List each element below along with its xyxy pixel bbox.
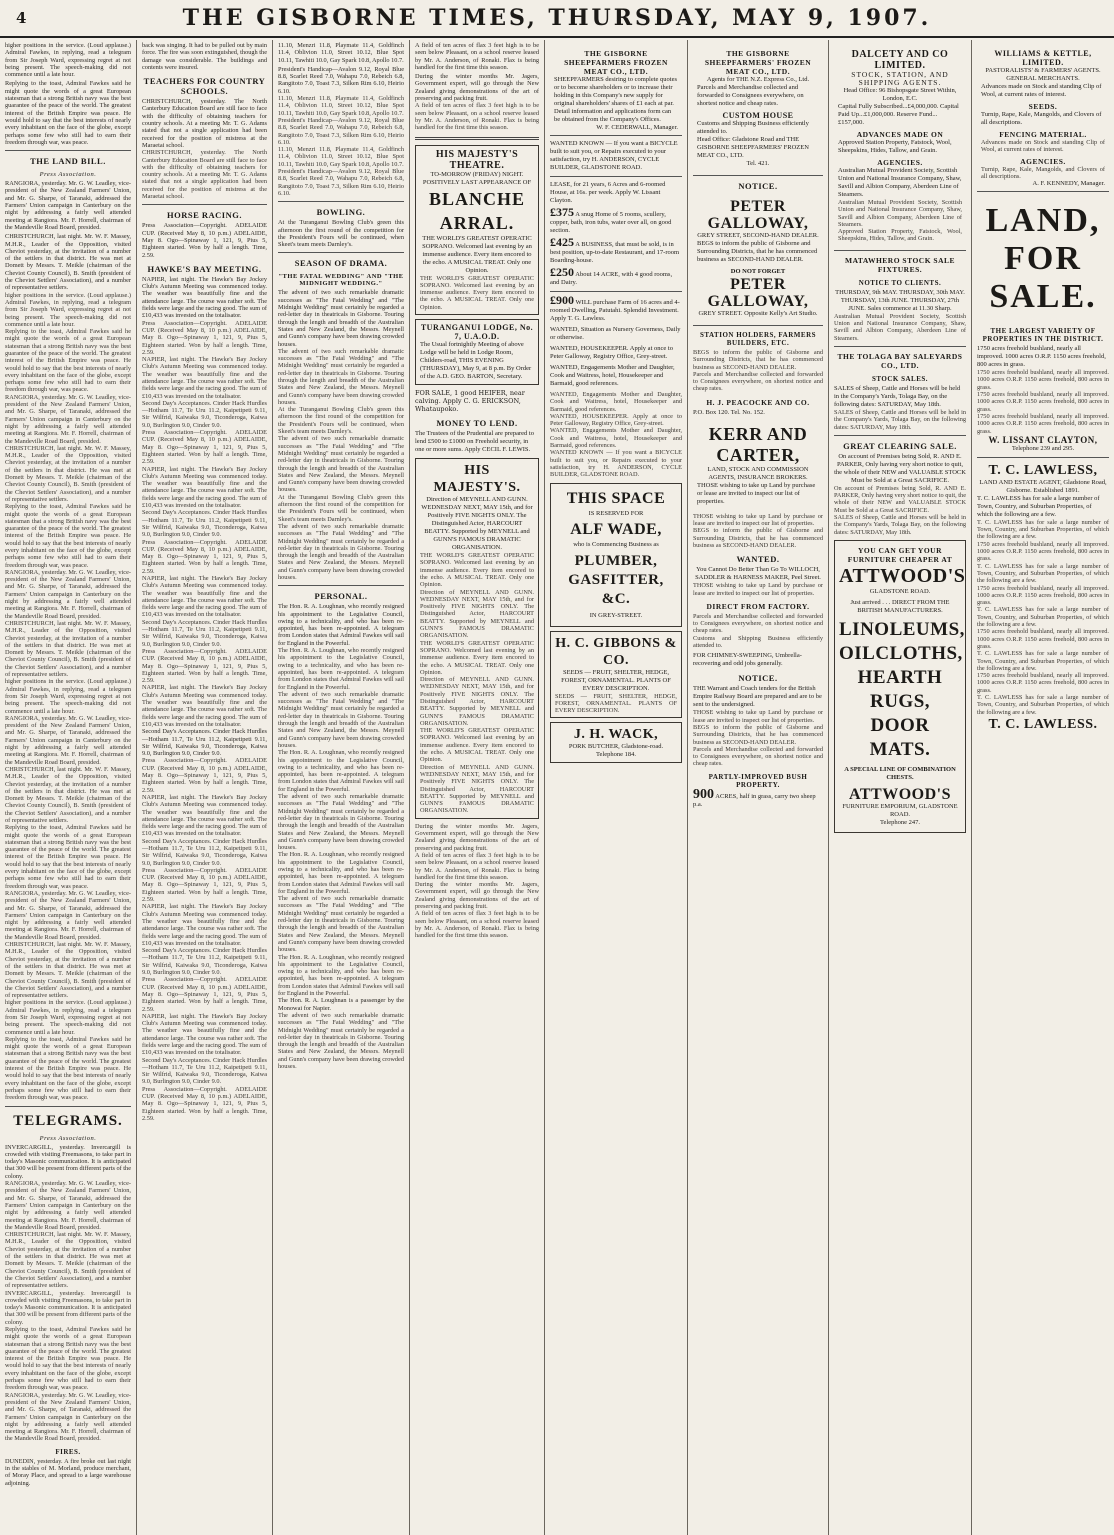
article-paragraph: CHRISTCHURCH, last night. Mr. W. F. Massey, M.H.R., Leader of the Opposition, visited Cheviot yesterday, at the invitation of a number of the settlers in that district. He was met at Domett by Messrs. T. Meikle (chairman of the Cheviot County Council), B. Smith (president of the Cheviot Settlers' Association), and a number of representative settlers. bbox=[5, 444, 131, 503]
agent-name: T. C. LAWLESS, bbox=[988, 462, 1098, 478]
ad-subtitle: LAND, STOCK AND COMMISSION AGENTS, INSURANCE BROKERS. bbox=[707, 465, 809, 481]
classified-ad: Customs and Shipping Business efficiently attended to. bbox=[693, 634, 823, 650]
article-paragraph: CHRISTCHURCH, last night. Mr. W. F. Massey, M.H.R., Leader of the Opposition, visited Cheviot yesterday, at the invitation of a number of the settlers in that district. He was met at Domett by Messrs. T. Meikle (chairman of the Cheviot County Council), B. Smith (president of the Cheviot Settlers' Association), and a number of representative settlers. bbox=[5, 233, 131, 292]
sale-fixtures: THURSDAY, 9th MAY. THURSDAY, 30th MAY. THURSDAY, 13th JUNE. THURSDAY, 27th JUNE. Sales commence at 11.30 Sharp. bbox=[835, 288, 965, 312]
column-5 bbox=[545, 40, 688, 1535]
dalcety-ad bbox=[834, 46, 966, 246]
article-paragraph: Replying to the toast, Admiral Fawkes said he might quote the words of a great European statesman that a strong British navy was the best guarantee of the peace of the world. The greatest interest of the British Empire was peace. He would hold to say that the best interests of nearly every inhabitant on the face of the globe, except perhaps some few who still had to earn their freedom through war, was peace. bbox=[5, 328, 131, 394]
property-list: 1750 acres freehold bushland, nearly all improved. 1000 acres O.R.P. 1150 acres freehold, 800 acres in grass. bbox=[977, 369, 1109, 391]
ad-subtitle: PORK BUTCHER, Gladstone-road. Telephone 184. bbox=[568, 743, 664, 759]
article-paragraph: CHRISTCHURCH, yesterday. The North Canterbury Education Board are still face to face with the difficulty of obtaining teachers for country schools. At a meeting Mr. T. G. Adams stated that not a single application had been received for the position of mistress at the Maraetai school. bbox=[142, 149, 267, 201]
ad-text: BEGS to inform the public of Gisborne and Surrounding Districts, that he has commenced business as SECOND-HAND DEALER. bbox=[697, 240, 818, 263]
classified-ad: THE Warrant and Coach tenders for the British Empire Railway Board are prepared and are to be sent to the undersigned. bbox=[693, 685, 822, 709]
ad-title: J. H. WACK, bbox=[573, 727, 659, 743]
agent-name: W. LISSANT CLAYTON, bbox=[988, 434, 1098, 445]
ad-location: GLADSTONE ROAD. bbox=[869, 587, 931, 595]
property-list: T. C. LAWLESS has for sale a large number of Town, Country, and Suburban Properties, of which the following are a few. bbox=[977, 693, 1109, 716]
lodge-notice bbox=[415, 319, 539, 385]
article-paragraph: DUNEDIN, yesterday. A fire broke out last night in the stables of M. Morland, produce merchant, of Moray Place, and spread to a large warehouse adjoining. bbox=[5, 1457, 131, 1487]
article-paragraph: The Hon. R. A. Loughnan, who recently resigned his appointment to the Legislative Council, owing to a technicality, and who has been re-appointed, has been re-appointed. A telegram from London states that Admiral Fawkes will sail for England in the Powerful. bbox=[278, 749, 404, 793]
ad-title: PETER GALLOWAY, bbox=[707, 198, 809, 232]
express-ad bbox=[693, 46, 823, 171]
galloway-ad bbox=[693, 195, 823, 321]
classified-ad: WANTED, HOUSEKEEPER. Apply at once to Peter Galloway, Registry Office, Grey-street. bbox=[550, 345, 673, 360]
classified-ad: BEGS to inform the public of Gisborne and Surrounding Districts, that he has commenced business as SECOND-HAND DEALER. bbox=[693, 527, 823, 549]
ad-title: DALCETY AND CO LIMITED. bbox=[851, 49, 949, 71]
gibbons-ad bbox=[550, 631, 682, 719]
classified-ad: SALES of Sheep, Cattle and Horses will be held in the Company's Yards, Tolaga Bay, on the following dates: SATURDAY, May 18th. bbox=[834, 384, 961, 408]
ad-phone: Telephone 247. bbox=[880, 818, 920, 826]
section-heading: DIRECT FROM FACTORY. bbox=[706, 601, 810, 611]
classified-ad: BEGS to inform the public of Gisborne and Surrounding Districts, that he has commenced business as SECOND-HAND DEALER. bbox=[693, 723, 823, 746]
property-list: 1750 acres freehold bushland, nearly all improved. 1000 acres O.R.P. 1150 acres freehold, 800 acres in grass. bbox=[977, 540, 1109, 563]
column-8 bbox=[972, 40, 1114, 1535]
ad-text: A SPECIAL LINE OF COMBINATION CHESTS. bbox=[844, 765, 956, 781]
ad-title: TURANGANUI LODGE, No. 7, U.A.O.D. bbox=[420, 323, 534, 342]
classified-ad: FOR SALE, 1 good HEIFER, near calving. Apply C. G. ERICKSON, Whataupoko. bbox=[415, 389, 525, 414]
classified-ad: WANTED KNOWN — If you want a BICYCLE built to suit you, or Repairs executed to your satisfaction, try H. ANDERSON, CYCLE BUILDER, GLADSTONE ROAD. bbox=[550, 140, 678, 171]
williams-kettle-ad bbox=[977, 46, 1109, 192]
article-paragraph: A field of ten acres of flax 3 feet high is to be seen below Pleasant, on a school reserve leased by Mr. A. Anderson, of Ronaki. Flax is being handled for the first time this season. bbox=[415, 102, 539, 132]
classified-ad: On account of Premises being Sold, R. AND E. PARKER, Only having very short notice to quit, the whole of their NEW and VALUABLE STOCK Must be Sold at a Great SACRIFICE. bbox=[834, 452, 966, 484]
article-paragraph: At the Turanganui Bowling Club's green this afternoon the first round of the competition for the President's Fours will be continued, when Skeet's team meets Darnley's. bbox=[278, 219, 404, 249]
article-paragraph: Second Day's Acceptances. Cinder Hack Hurdles—Hotham 11.7, Te Uru 11.2, Kaipetipeti 9.11, Sir Wilfrid, Kaiwaka 9.0, Ticonderoga, Kaiwa 9.0, Burlington 9.0, Cinder 9.0. bbox=[142, 1056, 267, 1086]
classified-ad: £250 About 14 ACRE, with 4 good rooms, and Dairy. bbox=[550, 265, 673, 286]
section-heading: BOWLING. bbox=[316, 207, 366, 218]
section-heading: THE LARGEST VARIETY OF PROPERTIES IN THE DISTRICT. bbox=[982, 327, 1104, 344]
article-paragraph: The advent of two such remarkable dramatic successes as "The Fatal Wedding" and "The Midnight Wedding" must certainly be regarded a red-letter day in theatricals in Gisborne. Touring through the length and breadth of the Australian States and New Zealand, the Messrs. Meynell and Gunn's company have been drawing crowded houses. bbox=[278, 793, 404, 852]
ad-text: Direction of MEYNELL AND GUNN. WEDNESDAY NEXT, MAY 15th, and for Positively FIVE NIGHTS ONLY. The Distinguished Actor, HARCOURT BEATTY. Supported by MEYNELL and GUNN'S FAMOUS DRAMATIC ORGANISATION. bbox=[420, 676, 534, 727]
ad-phone: Tel. 421. bbox=[746, 160, 770, 167]
property-list: T. C. LAWLESS has for sale a large number of Town, Country, and Suburban Properties, of which the following are a few. bbox=[977, 606, 1109, 629]
ad-text: Just arrived . . . DIRECT FROM THE BRITISH MANUFACTURERS. bbox=[850, 598, 950, 614]
section-heading: PARTLY-IMPROVED BUSH PROPERTY. bbox=[708, 772, 808, 789]
alf-wade-ad bbox=[550, 483, 682, 627]
ad-text: Parcels and Merchandise collected and forwarded to Consignees everywhere, on shortest notice and cheap rates. bbox=[697, 84, 804, 107]
property-list: T. C. LAWLESS has for sale a large number of Town, Country, and Suburban Properties, of which the following are a few. bbox=[977, 518, 1109, 541]
ad-text: The Usual fortnightly Meeting of above Lodge will be held in Lodge Room, Childers-road, THIS EVENING (THURSDAY), May 9, at 8 p.m. By Order of the A.D. GEO. BARTON, Secretary. bbox=[420, 341, 532, 381]
section-heading: NOTICE. bbox=[738, 673, 778, 684]
ad-title: CUSTOM HOUSE bbox=[722, 111, 794, 120]
land-for-sale-ad bbox=[977, 196, 1109, 322]
article-paragraph: Press Association—Copyright. ADELAIDE CUP. (Received May 8, 10 p.m.) ADELAIDE, May 8. Ogo—Spinaway 1, 121, 9, Pius 5, Eighteen started. Won by half a length. Time, 2.59. bbox=[142, 429, 267, 466]
classified-ad: Australian Mutual Provident Society, Scottish Union and National Insurance Company, Shaw, Savill and Albion Company, Aberdeen Line of Steamers. bbox=[834, 312, 966, 342]
ad-subtitle: who is Commencing Business as bbox=[573, 540, 659, 548]
article-paragraph: A field of ten acres of flax 3 feet high is to be seen below Pleasant, on a school reserve leased by Mr. A. Anderson, of Ronaki. Flax is being handled for the first time this season. bbox=[415, 42, 539, 71]
column-1 bbox=[0, 40, 137, 1535]
article-paragraph: CHRISTCHURCH, yesterday. The North Canterbury Education Board are still face to face with the difficulty of obtaining teachers for country schools. At a meeting Mr. T. G. Adams stated that not a single application had been received for the position of mistress at the Maraetai school. bbox=[142, 98, 267, 149]
classified-ad: THOSE wishing to take up Land by purchase or lease are invited to inspect our list of properties. bbox=[693, 582, 823, 597]
ad-text: Advances made on Stock and standing Clip of Wool, at current rates of interest. bbox=[981, 83, 1102, 98]
ad-text: Direction of MEYNELL AND GUNN. WEDNESDAY NEXT, MAY 15th, and for Positively FIVE NIGHTS ONLY. The Distinguished Actor, HARCOURT BEATTY. Supported by MEYNELL and GUNN'S FAMOUS DRAMATIC ORGANISATION. bbox=[420, 763, 534, 815]
classified-ad: Parcels and Merchandise collected and forwarded to Consignees everywhere, on shortest notice and cheap rates. bbox=[693, 370, 823, 393]
ad-text: Approved Station Property, Fatstock, Wool, Sheepskins, Hides, Tallow, and Grain. bbox=[838, 228, 962, 243]
article-paragraph: RANGIORA, yesterday. Mr. G. W. Leadley, vice-president of the New Zealand Farmers' Union, and Mr. G. Sharpe, of Taranaki, addressed the Farmers' Union campaign in Canterbury on the night by addressing a fairly well attended meeting at Rangiora. Mr. F. Horrell, chairman of the Mandeville Road Board, presided. bbox=[5, 889, 131, 941]
product-oilcloths: OILCLOTHS, bbox=[839, 642, 963, 664]
article-paragraph: Replying to the toast, Admiral Fawkes said he might quote the words of a great European statesman that a strong British navy was the best guarantee of the peace of the world. The greatest interest of the British Empire was peace. He would hold to say that the best interests of nearly every inhabitant on the face of the globe, except perhaps some few who still had to earn their freedom through war, was peace. bbox=[5, 1325, 131, 1392]
product-hearth-rugs: HEARTH RUGS, bbox=[857, 666, 943, 712]
classified-ad: £375 A snug Home of 5 rooms, scullery, copper, bath, iron tubs, water over all, on good section. bbox=[550, 205, 672, 234]
ad-subtitle: STOCK, STATION, AND SHIPPING AGENTS. bbox=[851, 70, 949, 87]
article-paragraph: During the winter months Mr. Jagers, Government expert, will go through the New Zealand giving demonstrations of the art of preserving and packing fruit. bbox=[415, 881, 539, 910]
classified-ad: Parcels and Merchandise collected and forwarded to Consignees everywhere, on shortest notice and cheap rates. bbox=[693, 745, 823, 768]
ad-subtitle: Agents for THE N.Z. Express Co., Ltd. bbox=[706, 76, 810, 83]
section-heading: GREAT CLEARING SALE. bbox=[843, 440, 957, 451]
ad-title-land: LAND, bbox=[985, 202, 1101, 240]
ad-text: Australian Mutual Provident Society, Scottish Union and National Insurance Company, Shaw, Savill and Albion Company, Aberdeen Line of Steamers. bbox=[838, 167, 962, 198]
article-paragraph: Replying to the toast, Admiral Fawkes said he might quote the words of a great European statesman that a strong British navy was the best guarantee of the peace of the world. The greatest interest of the British Empire was peace. He would hold to say that the best interests of nearly every inhabitant on the face of the globe, except perhaps some few who still had to earn their freedom through war, was peace. bbox=[5, 503, 131, 569]
ad-title: H. C. GIBBONS & CO. bbox=[555, 635, 677, 668]
article-paragraph: Replying to the toast, Admiral Fawkes said he might quote the words of a great European statesman that a strong British navy was the best guarantee of the peace of the world. The greatest interest of the British Empire was peace. He would hold to say that the best interests of nearly every inhabitant on the face of the globe, except perhaps some few who still had to earn their freedom through war, was peace. bbox=[5, 80, 131, 146]
ad-subtitle: TO-MORROW (FRIDAY) NIGHT. POSITIVELY LAST APPEARANCE OF bbox=[422, 170, 532, 186]
section-subheading: Press Association. bbox=[39, 171, 97, 179]
ad-text: Customs and Shipping Business efficiently attended to. bbox=[697, 120, 809, 135]
property-list: 1750 acres freehold bushland, nearly all improved. 1000 acres O.R.P. 1150 acres freehold, 800 acres in grass. bbox=[977, 391, 1109, 413]
ad-text: Advances made on Stock and standing Clip of Wool, at current rates of interest. bbox=[981, 139, 1105, 154]
section-heading: MATAWHERO STOCK SALE FIXTURES. bbox=[844, 255, 956, 274]
article-paragraph: Second Day's Acceptances. Cinder Hack Hurdles—Hotham 11.7, Te Uru 11.2, Kaipetipeti 9.11, Sir Wilfrid, Kaiwaka 9.0, Ticonderoga, Kaiwa 9.0, Burlington 9.0, Cinder 9.0. bbox=[142, 399, 267, 429]
classified-ad: WANTED KNOWN — If you want a BICYCLE built to suit you, or Repairs executed to your satisfaction, try H. ANDERSON, CYCLE BUILDER, GLADSTONE ROAD. bbox=[550, 449, 682, 479]
product-door-mats: DOOR MATS. bbox=[869, 714, 931, 760]
article-paragraph: back was singing. It had to be pulled out by main force. The fire was soon extinguished, though the damage was considerable. The buildings and contents were insured. bbox=[142, 42, 267, 71]
section-heading: FIRES. bbox=[55, 1447, 81, 1456]
property-list: 1750 acres freehold bushland, nearly all improved. 1000 acres O.R.P. 1150 acres freehold, 800 acres in grass. bbox=[977, 584, 1109, 607]
article-paragraph: The Hon. R. A. Loughnan, who recently resigned his appointment to the Legislative Council, owing to a technicality, and who has been re-appointed, has been re-appointed. A telegram from London states that Admiral Fawkes will sail for England in the Powerful. bbox=[278, 851, 404, 895]
telegrams-heading: TELEGRAMS. bbox=[13, 1112, 123, 1129]
property-list: 1750 acres freehold bushland, nearly all improved. 1000 acres O.R.P. 1150 acres freehold, 800 acres in grass. bbox=[977, 345, 1106, 369]
ad-title: THIS SPACE bbox=[566, 489, 666, 507]
article-paragraph: CHRISTCHURCH, last night. Mr. W. F. Massey, M.H.R., Leader of the Opposition, visited Cheviot yesterday, at the invitation of a number of the settlers in that district. He was met at Domett by Messrs. T. Meikle (chairman of the Cheviot County Council), B. Smith (president of the Cheviot Settlers' Association), and a number of representative settlers. bbox=[5, 1231, 131, 1290]
property-list: 1750 acres freehold bushland, nearly all improved. 1000 acres O.R.P. 1150 acres freehold, 800 acres in grass. bbox=[977, 628, 1109, 650]
ad-text: Head Office: Gladstone Road and THE GISBORNE SHEEPFARMERS' FROZEN MEAT CO., LTD. bbox=[697, 136, 809, 159]
ad-title: SEEDS. bbox=[1028, 102, 1058, 111]
ad-text: Direction of MEYNELL AND GUNN. WEDNESDAY NEXT, MAY 15th, and for Positively FIVE NIGHTS ONLY. The Distinguished Actor, HARCOURT BEATTY. Supported by MEYNELL and GUNN'S FAMOUS DRAMATIC ORGANISATION. bbox=[420, 588, 534, 640]
column-4 bbox=[410, 40, 545, 1535]
article-paragraph: President's Handicap—Avalon 9.12, Royal Blue 8.8, Scarlet Reed 7.0, Wahapu 7.0, Rebeich 6.8, Rangitoto 7.0, Toast 7.3, Silken Rim 6.10, Heirio 6.10. bbox=[278, 116, 404, 146]
ad-subtitle: GREY STREET. Opposite Kelly's Art Studio. bbox=[698, 310, 818, 317]
column-6 bbox=[688, 40, 829, 1535]
article-paragraph: RANGIORA, yesterday. Mr. G. W. Leadley, vice-president of the New Zealand Farmers' Union, and Mr. G. Sharpe, of Taranaki, addressed the Farmers' Union campaign in Canterbury on the night by addressing a fairly well attended meeting at Rangiora. Mr. F. Horrell, chairman of the Mandeville Road Board, presided. bbox=[5, 393, 131, 445]
article-paragraph: Press Association—Copyright. ADELAIDE CUP. (Received May 8, 10 p.m.) ADELAIDE, May 8. Ogo—Spinaway 1, 121, 9, Pius 5, Eighteen started. Won by half a length. Time, 2.59. bbox=[142, 757, 267, 794]
article-paragraph: CHRISTCHURCH, last night. Mr. W. F. Massey, M.H.R., Leader of the Opposition, visited Cheviot yesterday, at the invitation of a number of the settlers in that district. He was met at Domett by Messrs. T. Meikle (chairman of the Cheviot County Council), B. Smith (president of the Cheviot Settlers' Association), and a number of representative settlers. bbox=[5, 619, 131, 679]
ad-text: Australian Mutual Provident Society, Scottish Union and National Insurance Company, Shaw, Savill and Albion Company, Aberdeen Line of Steamers. bbox=[838, 199, 962, 228]
classified-ad: The Trustees of the Prudential are prepared to lend £500 to £1000 on Freehold security, in one or more sums. Apply CECIL F. LEWIS. bbox=[415, 430, 534, 454]
column-8-content bbox=[972, 40, 1114, 1535]
classified-ad: WANTED, Situation as Nursery Governess, Daily or otherwise. bbox=[550, 326, 681, 341]
section-heading: WANTED. bbox=[736, 554, 780, 565]
classified-ad: LEASE, for 21 years, 6 Acres and 6-roomed House, at 16s. per week. Apply W. Lissant Clayton. bbox=[550, 181, 666, 204]
ad-subtitle: YOU CAN GET YOUR FURNITURE CHEAPER AT bbox=[847, 545, 953, 564]
ad-title: THE GISBORNE SHEEPFARMERS FROZEN MEAT CO., LTD. bbox=[564, 49, 668, 76]
section-heading: STATION HOLDERS, FARMERS BUILDERS, ETC. bbox=[699, 331, 817, 347]
ad-title: ATTWOOD'S bbox=[849, 785, 951, 803]
article-paragraph: INVERCARGILL, yesterday. Invercargill is crowded with visiting Freemasons, to take part in today's Masonic communication. It is anticipated that 300 will be present from different parts of the colony. bbox=[5, 1289, 131, 1326]
article-paragraph: 11.10, Menzri 11.8, Playmate 11.4, Goldfinch 11.4, Oblivion 11.0, Street 10.12, Blue Spot 10.11, Tawhiti 10.0, Gay Spark 10.8, Apollo 10.7. bbox=[278, 95, 404, 117]
article-paragraph: NAPIER, last night. The Hawke's Bay Jockey Club's Autumn Meeting was commenced today. The weather was beautifully fine and the attendance large. The course was rather soft. The fields were large and the racing good. The sum of £10,433 was invested on the totalisator. bbox=[142, 903, 267, 947]
article-paragraph: A field of ten acres of flax 3 feet high is to be seen below Pleasant, on a school reserve leased by Mr. A. Anderson, of Ronaki. Flax is being handled for the first time this season. bbox=[415, 910, 539, 940]
article-paragraph: NAPIER, last night. The Hawke's Bay Jockey Club's Autumn Meeting was commenced today. The weather was beautifully fine and the attendance large. The course was rather soft. The fields were large and the racing good. The sum of £10,433 was invested on the totalisator. bbox=[142, 356, 267, 400]
article-paragraph: RANGIORA, yesterday. Mr. G. W. Leadley, vice-president of the New Zealand Farmers' Union, and Mr. G. Sharpe, of Taranaki, addressed the Farmers' Union campaign in Canterbury on the night by addressing a fairly well attended meeting at Rangiora. Mr. F. Horrell, chairman of the Mandeville Road Board, presided. bbox=[5, 1180, 131, 1231]
ad-subtitle: DO NOT FORGET bbox=[730, 268, 786, 275]
article-paragraph: INVERCARGILL, yesterday. Invercargill is crowded with visiting Freemasons, to take part in today's Masonic communication. It is anticipated that 300 will be present from different parts of the colony. bbox=[5, 1143, 131, 1180]
article-paragraph: The advent of two such remarkable dramatic successes as "The Fatal Wedding" and "The Midnight Wedding" must certainly be regarded a red-letter day in theatricals in Gisborne. Touring through the length and breadth of the Australian States and New Zealand, the Messrs. Meynell and Gunn's company have been drawing crowded houses. bbox=[278, 435, 404, 494]
classified-ad: WANTED, Engagements Mother and Daughter, Cook and Waitress, hotel, Housekeeper and Barmaid, good references. bbox=[550, 364, 675, 387]
ad-star-name: BLANCHE ARRAL. bbox=[428, 188, 525, 233]
article-paragraph: Second Day's Acceptances. Cinder Hack Hurdles—Hotham 11.7, Te Uru 11.2, Kaipetipeti 9.11, Sir Wilfrid, Kaiwaka 9.0, Ticonderoga, Kaiwa 9.0, Burlington 9.0, Cinder 9.0. bbox=[142, 509, 267, 539]
ad-name: ALF WADE, bbox=[570, 520, 662, 538]
section-heading: NOTICE. bbox=[738, 181, 778, 191]
ad-text: Turnip, Rape, Kale, Mangolds, and Clovers of all descriptions. bbox=[981, 165, 1105, 180]
article-paragraph: NAPIER, last night. The Hawke's Bay Jockey Club's Autumn Meeting was commenced today. The weather was beautifully fine and the attendance large. The course was rather soft. The fields were large and the racing good. The sum of £10,433 was invested on the totalisator. bbox=[142, 465, 267, 510]
section-heading: MONEY TO LEND. bbox=[436, 418, 518, 429]
article-paragraph: RANGIORA, yesterday. Mr. G. W. Leadley, vice-president of the New Zealand Farmers' Union, and Mr. G. Sharpe, of Taranaki, addressed the Farmers' Union campaign in Canterbury on the night by addressing a fairly well attended meeting at Rangiora. Mr. F. Horrell, chairman of the Mandeville Road Board, presided. bbox=[5, 1391, 131, 1443]
article-paragraph: RANGIORA, yesterday. Mr. G. W. Leadley, vice-president of the New Zealand Farmers' Union, and Mr. G. Sharpe, of Taranaki, addressed the Farmers' Union campaign in Canterbury on the night by addressing a fairly well attended meeting at Rangiora. Mr. F. Horrell, chairman of the Mandeville Road Board, presided. bbox=[5, 180, 131, 231]
theatre-advertisement bbox=[415, 458, 539, 819]
ad-title: FENCING MATERIAL. bbox=[999, 130, 1087, 139]
article-paragraph: Second Day's Acceptances. Cinder Hack Hurdles—Hotham 11.7, Te Uru 11.2, Kaipetipeti 9.11, Sir Wilfrid, Kaiwaka 9.0, Ticonderoga, Kaiwa 9.0, Burlington 9.0, Cinder 9.0. bbox=[142, 618, 267, 648]
classified-ad: £425 A BUSINESS, that must be sold, is in best position, up-to-date Restaurant, and 17-room Boarding-house. bbox=[550, 235, 680, 264]
section-heading: THE TOLAGA BAY SALEYARDS CO., LTD. bbox=[837, 351, 963, 370]
article-paragraph: A field of ten acres of flax 3 feet high is to be seen below Pleasant, on a school reserve leased by Mr. A. Anderson, of Ronaki. Flax is being handled for the first time this season. bbox=[415, 851, 539, 881]
article-paragraph: The advent of two such remarkable dramatic successes as "The Fatal Wedding" and "The Midnight Wedding" must certainly be regarded a red-letter day in theatricals in Gisborne. Touring through the length and breadth of the Australian States and New Zealand, the Messrs. Meynell and Gunn's company have been drawing crowded houses. bbox=[278, 522, 404, 581]
ad-title: WILLIAMS & KETTLE, LIMITED. bbox=[994, 49, 1092, 67]
article-paragraph: RANGIORA, yesterday. Mr. G. W. Leadley, vice-president of the New Zealand Farmers' Union, and Mr. G. Sharpe, of Taranaki, addressed the Farmers' Union campaign in Canterbury on the night by addressing a fairly well attended meeting at Rangiora. Mr. F. Horrell, chairman of the Mandeville Road Board, presided. bbox=[5, 714, 131, 766]
section-heading: HORSE RACING. bbox=[167, 210, 242, 221]
ad-title-for: FOR bbox=[1004, 240, 1082, 278]
section-heading: HAWKE'S BAY MEETING. bbox=[147, 263, 262, 274]
ad-phone: P.O. Box 120. Tel. No. 152. bbox=[693, 408, 765, 416]
article-paragraph: 11.10, Menzri 11.8, Playmate 11.4, Goldfinch 11.4, Oblivion 11.0, Street 10.12, Blue Spot 10.11, Tawhiti 10.0, Gay Spark 10.8, Apollo 10.7. bbox=[278, 42, 404, 64]
property-list: T. C. LAWLESS has for sale a large number of Town, Country, and Suburban Properties, of which the following are a few. bbox=[977, 562, 1109, 585]
product-linoleums: LINOLEUMS, bbox=[839, 618, 965, 640]
ad-text: SEEDS — FRUIT, SHELTER, HEDGE, FOREST, ORNAMENTAL. PLANTS OF EVERY DESCRIPTION. bbox=[555, 692, 677, 715]
article-paragraph: higher positions in the service. (Loud applause.) Admiral Fawkes, in replying, read a telegram from Sir Joseph Ward, expressing regret at not being present. The speech-making did not commence until a late hour. bbox=[5, 42, 131, 79]
ad-location: FURNITURE EMPORIUM, GLADSTONE ROAD. bbox=[842, 802, 958, 818]
newspaper-columns bbox=[0, 40, 1114, 1535]
column-7 bbox=[829, 40, 972, 1535]
classified-ad: 900 ACRES, half in grass, carry two sheep p.a. bbox=[693, 786, 816, 808]
article-paragraph: Press Association—Copyright. ADELAIDE CUP. (Received May 8, 10 p.m.) ADELAIDE, May 8. Ogo—Spinaway 1, 121, 9, Pius 5, Eighteen started. Won by half a length. Time, 2.59. bbox=[142, 319, 267, 356]
property-list: 1750 acres freehold bushland, nearly all improved. 1000 acres O.R.P. 1150 acres freehold, 800 acres in grass. bbox=[977, 672, 1109, 694]
ad-subtitle: GREY STREET, SECOND-HAND DEALER. bbox=[697, 232, 819, 239]
article-paragraph: Replying to the toast, Admiral Fawkes said he might quote the words of a great European statesman that a strong British navy was the best guarantee of the peace of the world. The greatest interest of the British Empire was peace. He would hold to say that the best interests of nearly every inhabitant on the face of the globe, except perhaps some few who still had to earn their freedom through war, was peace. bbox=[5, 824, 131, 890]
newspaper-title: THE GISBORNE TIMES, THURSDAY, MAY 9, 1907. bbox=[182, 5, 932, 31]
wack-ad bbox=[550, 722, 682, 763]
classified-ad: WANTED, Engagements Mother and Daughter, Cook and Waitress, hotel, Housekeeper and Barmaid, good references. bbox=[550, 427, 682, 450]
ad-title: HIS MAJESTY'S. bbox=[433, 463, 521, 496]
section-heading: THE LAND BILL. bbox=[30, 156, 106, 167]
article-paragraph: At the Turanganui Bowling Club's green this afternoon the first round of the competition for the President's Fours will be continued, when Skeet's team meets Darnley's. bbox=[278, 493, 404, 523]
section-subheading: NOTICE TO CLIENTS. bbox=[858, 278, 942, 287]
property-list: T. C. LAWLESS has for sale a large number of Town, Country, and Suburban Properties, of which the following are a few. bbox=[977, 650, 1109, 672]
article-paragraph: NAPIER, last night. The Hawke's Bay Jockey Club's Autumn Meeting was commenced today. The weather was beautifully fine and the attendance large. The course was rather soft. The fields were large and the racing good. The sum of £10,433 was invested on the totalisator. bbox=[142, 575, 267, 619]
classified-ad: WANTED, Engagements Mother and Daughter, Cook and Waitress, hotel, Housekeeper and Barmaid, good references. bbox=[550, 391, 682, 413]
agent-signature: T. C. LAWLESS. bbox=[988, 716, 1098, 732]
article-paragraph: President's Handicap—Avalon 9.12, Royal Blue 8.8, Scarlet Reed 7.0, Wahapu 7.0, Rebeich 6.8, Rangitoto 7.0, Toast 7.3, Silken Rim 6.10, Heirio 6.10. bbox=[278, 65, 404, 95]
article-paragraph: Press Association—Copyright. ADELAIDE CUP. (Received May 8, 10 p.m.) ADELAIDE, May 8. Ogo—Spinaway 1, 121, 9, Pius 5, Eighteen started. Won by half a length. Time, 2.59. bbox=[142, 538, 267, 575]
article-paragraph: Second Day's Acceptances. Cinder Hack Hurdles—Hotham 11.7, Te Uru 11.2, Kaipetipeti 9.11, Sir Wilfrid, Kaiwaka 9.0, Ticonderoga, Kaiwa 9.0, Burlington 9.0, Cinder 9.0. bbox=[142, 947, 267, 977]
classified-ad: SALES of Sheep, Cattle and Horses will be held in the Company's Yards, Tolaga Bay, on the following dates: SATURDAY, May 18th. bbox=[834, 408, 966, 431]
article-paragraph: higher positions in the service. (Loud applause.) Admiral Fawkes, in replying, read a telegram from Sir Joseph Ward, expressing regret at not being present. The speech-making did not commence until a late hour. bbox=[5, 291, 131, 328]
section-subheading: "THE FATAL WEDDING" AND "THE MIDNIGHT WEDDING." bbox=[278, 273, 404, 288]
ad-text: SHEEPFARMERS desiring to complete quotes or to become shareholders or to increase their holding in this Company's new supply for original shareholders' shares of £1 each at par. Detail information and applications form can be obtained from the Company's Offices. bbox=[554, 76, 678, 123]
classified-ad: SALES of Sheep, Cattle and Horses will be held in the Company's Yards, Tolaga Bay, on the following dates: SATURDAY, May 18th. bbox=[834, 514, 966, 536]
classified-ad: BEGS to inform the public of Gisborne and Surrounding Districts, that he has commenced business as SECOND-HAND DEALER. bbox=[693, 349, 823, 371]
masthead bbox=[0, 0, 1114, 38]
agent-phone: Telephone 239 and 295. bbox=[1011, 444, 1075, 452]
section-heading: TEACHERS FOR COUNTRY SCHOOLS. bbox=[143, 76, 266, 97]
article-paragraph: higher positions in the service. (Loud applause.) Admiral Fawkes, in replying, read a telegram from Sir Joseph Ward, expressing regret at not being present. The speech-making did not commence until a late hour. bbox=[5, 678, 131, 715]
article-paragraph: Second Day's Acceptances. Cinder Hack Hurdles—Hotham 11.7, Te Uru 11.2, Kaipetipeti 9.11, Sir Wilfrid, Kaiwaka 9.0, Ticonderoga, Kaiwa 9.0, Burlington 9.0, Cinder 9.0. bbox=[142, 837, 267, 867]
article-paragraph: Press Association—Copyright. ADELAIDE CUP. (Received May 8, 10 p.m.) ADELAIDE, May 8. Ogo—Spinaway 1, 121, 9, Pius 5, Eighteen started. Won by half a length. Time, 2.59. bbox=[142, 866, 267, 904]
ad-subtitle: IS RESERVED FOR bbox=[588, 509, 644, 517]
article-paragraph: The Hon. R. A. Loughnan is a passenger by the Monowai for Napier. bbox=[278, 997, 404, 1012]
classified-ad: On account of Premises being Sold, R. AND E. PARKER, Only having very short notice to quit, the whole of their NEW and VALUABLE STOCK Must be Sold at a Great SACRIFICE. bbox=[834, 484, 966, 514]
article-paragraph: During the winter months Mr. Jagers, Government expert, will go through the New Zealand giving demonstrations of the art of preserving and packing fruit. bbox=[415, 822, 539, 852]
ad-signature: A. F. KENNEDY, Manager. bbox=[1032, 180, 1105, 188]
ad-title: ATTWOOD'S bbox=[839, 564, 966, 587]
article-paragraph: The advent of two such remarkable dramatic successes as "The Fatal Wedding" and "The Midnight Wedding" must certainly be regarded a red-letter day in theatricals in Gisborne. Touring through the length and breadth of the Australian States and New Zealand, the Messrs. Meynell and Gunn's company have been drawing crowded houses. bbox=[278, 347, 404, 406]
section-subheading: STOCK SALES. bbox=[871, 374, 929, 383]
ad-subtitle: PASTORALISTS' & FARMERS' AGENTS. GENERAL MERCHANTS. bbox=[985, 67, 1101, 82]
ad-text: Turnip, Rape, Kale, Mangolds, and Clovers of all descriptions. bbox=[981, 111, 1102, 126]
ad-title: PETER GALLOWAY, bbox=[707, 276, 809, 310]
article-paragraph: NAPIER, last night. The Hawke's Bay Jockey Club's Autumn Meeting was commenced today. The weather was beautifully fine and the attendance large. The course was rather soft. The fields were large and the racing good. The sum of £10,433 was invested on the totalisator. bbox=[142, 275, 267, 320]
article-paragraph: 11.10, Menzri 11.8, Playmate 11.4, Goldfinch 11.4, Oblivion 11.0, Street 10.12, Blue Spot 10.11, Tawhiti 10.0, Gay Spark 10.8, Apollo 10.7. bbox=[278, 146, 404, 168]
ad-title: ADVANCES MADE ON bbox=[856, 130, 944, 139]
property-list: 1750 acres freehold bushland, nearly all improved. 1000 acres O.R.P. 1150 acres freehold, 800 acres in grass. bbox=[977, 412, 1109, 435]
article-paragraph: NAPIER, last night. The Hawke's Bay Jockey Club's Autumn Meeting was commenced today. The weather was beautifully fine and the attendance large. The course was rather soft. The fields were large and the racing good. The sum of £10,433 was invested on the totalisator. bbox=[142, 684, 267, 728]
article-paragraph: NAPIER, last night. The Hawke's Bay Jockey Club's Autumn Meeting was commenced today. The weather was beautifully fine and the attendance large. The course was rather soft. The fields were large and the racing good. The sum of £10,433 was invested on the totalisator. bbox=[142, 1012, 267, 1057]
kerr-carter-ad bbox=[693, 421, 823, 509]
sheepfarmers-ad bbox=[550, 46, 682, 136]
classified-ad: Parcels and Merchandise collected and forwarded to Consignees everywhere, on shortest notice and cheap rates. bbox=[693, 612, 823, 635]
section-heading: SEASON OF DRAMA. bbox=[294, 258, 388, 269]
article-paragraph: Press Association—Copyright. ADELAIDE CUP. (Received May 8, 10 p.m.) ADELAIDE, May 8. Ogo—Spinaway 1, 121, 9, Pius 5, Eighteen started. Won by half a length. Time, 2.59. bbox=[142, 222, 267, 259]
article-paragraph: Press Association—Copyright. ADELAIDE CUP. (Received May 8, 10 p.m.) ADELAIDE, May 8. Ogo—Spinaway 1, 121, 9, Pius 5, Eighteen started. Won by half a length. Time, 2.59. bbox=[142, 1085, 267, 1122]
ad-title: THE GISBORNE SHEEPFARMERS' FROZEN MEAT CO., LTD. bbox=[704, 49, 812, 76]
ad-text: Capital Fully Subscribed...£4,000,000. Capital Paid Up...£1,000,000. Reserve Fund...£157,000. bbox=[838, 103, 959, 126]
classified-ad: WANTED, HOUSEKEEPER. Apply at once to Peter Galloway, Registry Office, Grey-street. bbox=[550, 412, 682, 428]
classified-ad: You Cannot Do Better Than Go To WILLOCH, SADDLER & HARNESS MAKER, Peel Street. bbox=[695, 566, 821, 582]
article-paragraph: The advent of two such remarkable dramatic successes as "The Fatal Wedding" and "The Midnight Wedding" must certainly be regarded a red-letter day in theatricals in Gisborne. Touring through the length and breadth of the Australian States and New Zealand, the Messrs. Meynell and Gunn's company have been drawing crowded houses. bbox=[278, 289, 404, 348]
article-paragraph: The advent of two such remarkable dramatic successes as "The Fatal Wedding" and "The Midnight Wedding" must certainly be regarded a red-letter day in theatricals in Gisborne. Touring through the length and breadth of the Australian States and New Zealand, the Messrs. Meynell and Gunn's company have been drawing crowded houses. bbox=[278, 1011, 404, 1070]
article-paragraph: President's Handicap—Avalon 9.12, Royal Blue 8.8, Scarlet Reed 7.0, Wahapu 7.0, Rebeich 6.8, Rangitoto 7.0, Toast 7.3, Silken Rim 6.10, Heirio 6.10. bbox=[278, 168, 404, 197]
ad-location: IN GREY-STREET. bbox=[589, 611, 643, 619]
column-3 bbox=[273, 40, 410, 1535]
ad-title: AGENCIES. bbox=[1020, 156, 1066, 166]
article-paragraph: Replying to the toast, Admiral Fawkes said he might quote the words of a great European statesman that a strong British navy was the best guarantee of the peace of the world. The greatest interest of the British Empire was peace. He would hold to say that the best interests of nearly every inhabitant on the face of the globe, except perhaps some few who still had to earn their freedom through war, was peace. bbox=[5, 1035, 131, 1102]
ad-title: AGENCIES. bbox=[877, 158, 923, 167]
ad-text: THE WORLD'S GREATEST OPERATIC SOPRANO. Welcomed last evening by an immense audience. Every item encored to the echo. A MUSICAL TREAT. Only one Opinion. bbox=[420, 274, 534, 311]
ad-trade: PLUMBER, GASFITTER, &C. bbox=[568, 552, 664, 607]
article-paragraph: RANGIORA, yesterday. Mr. G. W. Leadley, vice-president of the New Zealand Farmers' Union, and Mr. G. Sharpe, of Taranaki, addressed the Farmers' Union campaign in Canterbury on the night by addressing a fairly well attended meeting at Rangiora. Mr. F. Horrell, chairman of the Mandeville Road Board, presided. bbox=[5, 568, 131, 620]
article-paragraph: The advent of two such remarkable dramatic successes as "The Fatal Wedding" and "The Midnight Wedding" must certainly be regarded a red-letter day in theatricals in Gisborne. Touring through the length and breadth of the Australian States and New Zealand, the Messrs. Meynell and Gunn's company have been drawing crowded houses. bbox=[278, 895, 404, 954]
section-subheading: Press Association. bbox=[39, 1134, 97, 1142]
ad-text: Direction of MEYNELL AND GUNN. WEDNESDAY NEXT, MAY 15th, and for Positively FIVE NIGHTS ONLY. The Distinguished Actor, HARCOURT BEATTY. Supported by MEYNELL and GUNN'S FAMOUS DRAMATIC ORGANISATION. bbox=[421, 496, 533, 552]
ad-text: THE WORLD'S GREATEST OPERATIC SOPRANO. Welcomed last evening by an immense audience. Every item encored to the echo. A MUSICAL TREAT. Only one Opinion. bbox=[420, 727, 534, 764]
agent-text: T. C. LAWLESS has for sale a large number of Town, Country, and Suburban Properties, of which the following are a few. bbox=[977, 494, 1100, 518]
ad-text: THOSE wishing to take up Land by purchase or lease are invited to inspect our list of properties. bbox=[697, 481, 816, 505]
ad-text: Head Office: 96 Bishopsgate Street Within, London, E.C. bbox=[843, 87, 957, 102]
article-paragraph: Press Association—Copyright. ADELAIDE CUP. (Received May 8, 10 p.m.) ADELAIDE, May 8. Ogo—Spinaway 1, 121, 9, Pius 5, Eighteen started. Won by half a length. Time, 2.59. bbox=[142, 647, 267, 685]
ad-description: THE WORLD'S GREATEST OPERATIC SOPRANO. Welcomed last evening by an immense audience. Every item encored to the echo. A MUSICAL TREAT. Only one Opinion. bbox=[422, 234, 532, 274]
classified-ad: THOSE wishing to take up Land by purchase or lease are invited to inspect our list of properties. bbox=[693, 512, 823, 528]
article-paragraph: Press Association—Copyright. ADELAIDE CUP. (Received May 8, 10 p.m.) ADELAIDE, May 8. Ogo—Spinaway 1, 121, 9, Pius 5, Eighteen started. Won by half a length. Time, 2.59. bbox=[142, 976, 267, 1013]
ad-title: HIS MAJESTY'S THEATRE. bbox=[435, 148, 519, 171]
classified-ad: £900 WILL purchase Farm of 16 acres and 4-roomed Dwelling, Patutahi. Splendid Investment. Apply T. G. Lawless. bbox=[550, 293, 680, 322]
ad-signature: W. F. CEDERWALL, Manager. bbox=[596, 124, 678, 131]
ad-text: SEEDS — FRUIT, SHELTER, HEDGE, FOREST, ORNAMENTAL. PLANTS OF EVERY DESCRIPTION. bbox=[561, 668, 671, 692]
classified-ad: THOSE wishing to take up Land by purchase or lease are invited to inspect our list of properties. bbox=[693, 709, 823, 724]
ad-text: Approved Station Property, Fatstock, Wool, Sheepskins, Hides, Tallow, and Grain. bbox=[838, 139, 952, 154]
article-paragraph: CHRISTCHURCH, last night. Mr. W. F. Massey, M.H.R., Leader of the Opposition, visited Cheviot yesterday, at the invitation of a number of the settlers in that district. He was met at Domett by Messrs. T. Meikle (chairman of the Cheviot County Council), B. Smith (president of the Cheviot Settlers' Association), and a number of representative settlers. bbox=[5, 941, 131, 1000]
ad-title-sale: SALE. bbox=[989, 278, 1097, 316]
column-2 bbox=[137, 40, 273, 1535]
section-heading: PERSONAL. bbox=[314, 591, 368, 602]
theatre-advertisement bbox=[415, 145, 539, 315]
article-paragraph: The advent of two such remarkable dramatic successes as "The Fatal Wedding" and "The Midnight Wedding" must certainly be regarded a red-letter day in theatricals in Gisborne. Touring through the length and breadth of the Australian States and New Zealand, the Messrs. Meynell and Gunn's company have been drawing crowded houses. bbox=[278, 690, 404, 749]
ad-title: KERR AND CARTER, bbox=[708, 423, 808, 465]
classified-ad: FOR CHIMNEY-SWEEPING, Umbrella-recovering and odd jobs generally. bbox=[693, 652, 802, 668]
page-number: 4 bbox=[16, 9, 27, 27]
article-paragraph: Second Day's Acceptances. Cinder Hack Hurdles—Hotham 11.7, Te Uru 11.2, Kaipetipeti 9.11, Sir Wilfrid, Kaiwaka 9.0, Ticonderoga, Kaiwa 9.0, Burlington 9.0, Cinder 9.0. bbox=[142, 728, 267, 758]
article-paragraph: During the winter months Mr. Jagers, Government expert, will go through the New Zealand giving demonstrations of the art of preserving and packing fruit. bbox=[415, 73, 539, 103]
article-paragraph: NAPIER, last night. The Hawke's Bay Jockey Club's Autumn Meeting was commenced today. The weather was beautifully fine and the attendance large. The course was rather soft. The fields were large and the racing good. The sum of £10,433 was invested on the totalisator. bbox=[142, 793, 267, 838]
ad-text: THE WORLD'S GREATEST OPERATIC SOPRANO. Welcomed last evening by an immense audience. Every item encored to the echo. A MUSICAL TREAT. Only one Opinion. bbox=[420, 552, 534, 589]
article-paragraph: At the Turanganui Bowling Club's green this afternoon the first round of the competition for the President's Fours will be continued, when Skeet's team meets Darnley's. bbox=[278, 406, 404, 436]
article-paragraph: higher positions in the service. (Loud applause.) Admiral Fawkes, in replying, read a telegram from Sir Joseph Ward, expressing regret at not being present. The speech-making did not commence until a late hour. bbox=[5, 999, 131, 1036]
attwoods-ad bbox=[834, 540, 966, 833]
agent-subtitle: LAND AND ESTATE AGENT, Gladstone Road, Gisborne. Established 1891. bbox=[979, 478, 1107, 494]
ad-text: THE WORLD'S GREATEST OPERATIC SOPRANO. Welcomed last evening by an immense audience. Every item encored to the echo. A MUSICAL TREAT. Only one Opinion. bbox=[420, 639, 534, 676]
section-heading: H. J. PEACOCKE AND CO. bbox=[706, 397, 810, 407]
article-paragraph: The Hon. R. A. Loughnan, who recently resigned his appointment to the Legislative Council, owing to a technicality, and who has been re-appointed, has been re-appointed. A telegram from London states that Admiral Fawkes will sail for England in the Powerful. bbox=[278, 603, 404, 647]
article-paragraph: The Hon. R. A. Loughnan, who recently resigned his appointment to the Legislative Council, owing to a technicality, and who has been re-appointed, has been re-appointed. A telegram from London states that Admiral Fawkes will sail for England in the Powerful. bbox=[278, 953, 404, 998]
article-paragraph: CHRISTCHURCH, last night. Mr. W. F. Massey, M.H.R., Leader of the Opposition, visited Cheviot yesterday, at the invitation of a number of the settlers in that district. He was met at Domett by Messrs. T. Meikle (chairman of the Cheviot County Council), B. Smith (president of the Cheviot Settlers' Association), and a number of representative settlers. bbox=[5, 765, 131, 824]
article-paragraph: The Hon. R. A. Loughnan, who recently resigned his appointment to the Legislative Council, owing to a technicality, and who has been re-appointed, has been re-appointed. A telegram from London states that Admiral Fawkes will sail for England in the Powerful. bbox=[278, 647, 404, 691]
